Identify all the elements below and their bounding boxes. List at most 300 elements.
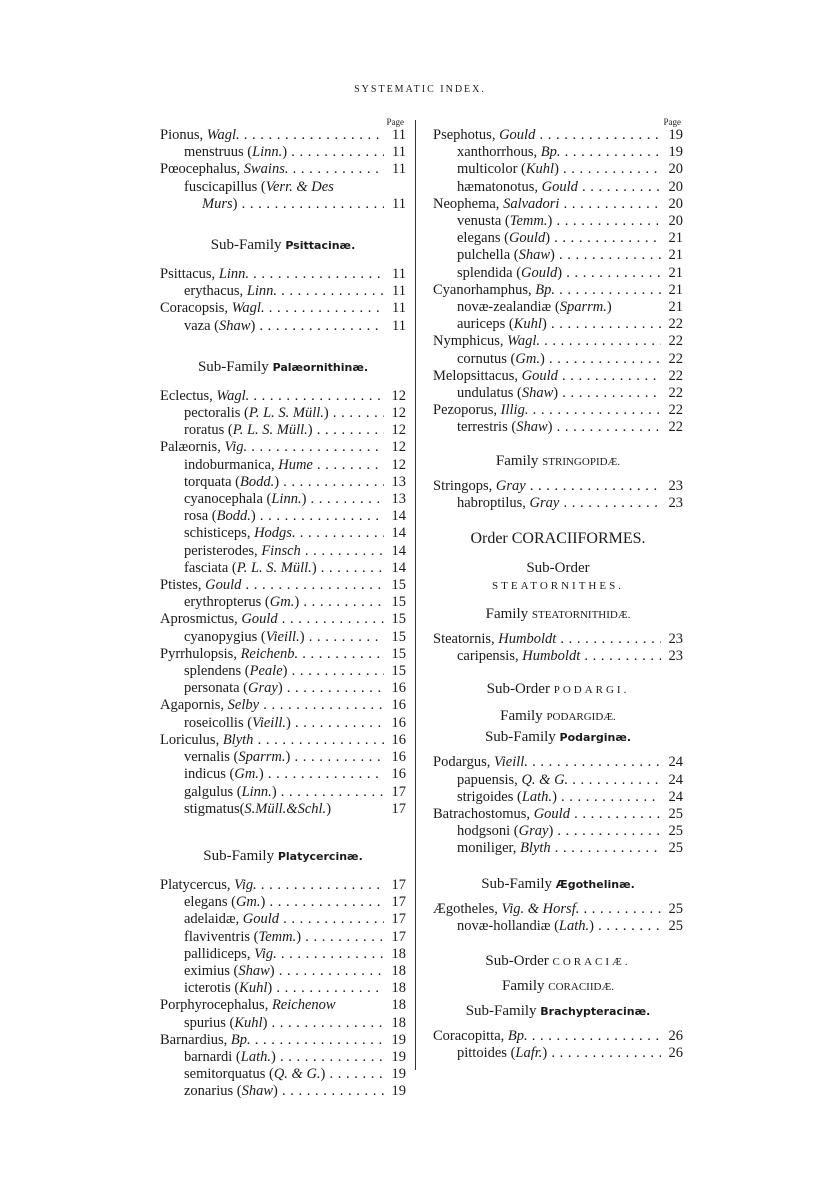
page-number: 18 [391, 997, 406, 1014]
page-number: 18 [391, 945, 406, 962]
taxon-authority: Wagl. [231, 300, 265, 317]
taxon-name: semitorquatus ( [184, 1066, 274, 1083]
taxon-authority: Gould [508, 230, 546, 247]
taxon-tail: ) [326, 800, 332, 817]
taxon-name: flaviventris ( [184, 928, 259, 945]
page-number: 11 [392, 266, 406, 283]
taxon-authority: Bp. [535, 281, 556, 298]
page-number: 26 [668, 1028, 683, 1045]
entry-name [457, 351, 661, 368]
taxon-name: schisticeps, [184, 525, 255, 542]
entry-name [457, 772, 661, 789]
entry-name [184, 715, 384, 732]
entry-name [160, 997, 384, 1014]
page-number: 16 [391, 749, 406, 766]
page-number: 16 [391, 697, 406, 714]
taxon-authority: Vig. [234, 876, 257, 893]
taxon-name: pulchella ( [457, 247, 519, 264]
page-number: 25 [668, 917, 683, 934]
taxon-authority: Temm. [509, 213, 548, 230]
page-number: 17 [391, 911, 406, 928]
taxon-authority: Wagl. [206, 127, 240, 143]
taxon-name: Pionus, [160, 127, 207, 143]
taxon-tail: ) [270, 1048, 276, 1065]
page-number: 12 [391, 387, 406, 404]
entry-name [457, 144, 661, 161]
taxon-name: auriceps ( [457, 316, 514, 333]
taxon-authority: Shaw [521, 385, 554, 402]
entry-name [160, 161, 384, 178]
taxon-name: Pyrrhulopsis, [160, 645, 241, 662]
taxon-tail: ) [260, 894, 266, 911]
taxon-authority: Lath. [521, 788, 553, 805]
page-column-label: Page [386, 117, 404, 127]
page-number: 21 [668, 230, 683, 247]
page-number: 12 [391, 405, 406, 422]
entry-name [184, 179, 384, 196]
species-entry [160, 1015, 406, 1032]
species-entry [160, 929, 406, 946]
page-number: 16 [391, 680, 406, 697]
page-number: 25 [668, 806, 683, 823]
entry-name [184, 283, 384, 300]
taxon-authority: Bodd. [239, 473, 275, 490]
page-number: 13 [391, 473, 406, 490]
taxon-name: hæmatonotus, [457, 178, 542, 195]
entry-name [202, 196, 384, 213]
entry-name [457, 316, 661, 333]
taxon-name: Pœocephalus, [160, 161, 244, 178]
page-number: 15 [391, 663, 406, 680]
page-number: 18 [391, 962, 406, 979]
taxon-authority: Gould [541, 178, 578, 195]
page-number: 20 [668, 161, 683, 178]
genus-entry [160, 697, 406, 714]
entry-name [160, 388, 384, 405]
taxon-authority: Gould [241, 611, 278, 628]
entry-name [457, 789, 661, 806]
taxon-tail: ) [539, 350, 545, 367]
taxon-authority: Vieill. [252, 714, 287, 731]
taxon-name: adelaidæ, [184, 911, 243, 928]
entry-name [160, 646, 384, 663]
page-number: 25 [668, 823, 683, 840]
taxon-authority: Kuhl [239, 980, 268, 997]
page-number: 23 [668, 477, 683, 494]
genus-entry [433, 754, 683, 771]
entry-name [457, 648, 661, 665]
species-entry [160, 1049, 406, 1066]
entry-name [160, 266, 384, 283]
taxon-name: pittoides ( [457, 1045, 516, 1062]
entry-name [184, 1049, 384, 1066]
species-entry [160, 422, 406, 439]
taxon-authority: Gm. [269, 594, 295, 611]
taxon-name: Melopsittacus, [433, 367, 522, 384]
taxon-authority: Humboldt [498, 631, 557, 648]
species-entry [433, 144, 683, 161]
taxon-name: Stringops, [433, 477, 496, 494]
species-entry [160, 1066, 406, 1083]
species-entry [433, 161, 683, 178]
species-entry [433, 351, 683, 368]
taxon-authority: Lafr. [515, 1045, 543, 1062]
taxon-authority: Gm. [515, 350, 540, 367]
subfamily-heading-platycercinae: Sub-Family Platycercinæ. [203, 847, 363, 864]
taxon-tail: ) [554, 161, 559, 178]
taxon-authority: S.Müll.&Schl. [244, 800, 327, 817]
taxon-authority: Linn. [252, 144, 283, 161]
taxon-name: indoburmanica, [184, 456, 279, 473]
taxon-tail: ) [545, 230, 551, 247]
entry-name [184, 784, 384, 801]
taxon-authority: Blyth [520, 840, 551, 857]
page-number: 22 [668, 333, 683, 350]
taxon-name: erythacus, [184, 283, 247, 300]
taxon-authority: Vig. [254, 945, 277, 962]
page-number: 17 [391, 783, 406, 800]
genus-entry [160, 997, 406, 1014]
taxon-tail: ) [557, 264, 563, 281]
family-heading-coraciidae: Family CORACIIDÆ. [502, 978, 614, 995]
entry-name [433, 478, 661, 495]
genus-entry [433, 402, 683, 419]
entry-name [184, 680, 384, 697]
entry-group-aegotheles [433, 901, 683, 935]
page-number: 19 [391, 1066, 406, 1083]
entry-name [184, 911, 384, 928]
page-number: 23 [668, 494, 683, 511]
taxon-authority: Q. & G. [273, 1066, 321, 1083]
taxon-authority: Peale [249, 663, 283, 680]
entry-name [184, 1066, 384, 1083]
genus-entry [160, 611, 406, 628]
page-header: SYSTEMATIC INDEX. [354, 84, 486, 95]
taxon-name: cyanocephala ( [184, 491, 272, 508]
taxon-name: xanthorrhous, [457, 144, 541, 161]
page-number: 22 [668, 385, 683, 402]
species-entry [433, 789, 683, 806]
entry-name [457, 161, 661, 178]
taxon-name: pallidiceps, [184, 945, 255, 962]
species-entry [160, 543, 406, 560]
page-number: 20 [668, 195, 683, 212]
taxon-authority: P. L. S. Müll. [232, 422, 308, 439]
column-divider [415, 120, 416, 1070]
page-number: 21 [668, 281, 683, 298]
taxon-authority: Kuhl [513, 316, 542, 333]
subfamily-heading-brachypteraciinae: Sub-Family Brachypteracinæ. [465, 1003, 651, 1020]
genus-entry [160, 732, 406, 749]
taxon-name: Ptistes, [160, 577, 206, 594]
genus-entry [160, 266, 406, 283]
entry-name [184, 525, 384, 542]
species-entry [160, 508, 406, 525]
page-number: 12 [391, 456, 406, 473]
entry-group-stringops [433, 478, 683, 512]
entry-group-psittacus [160, 266, 406, 335]
taxon-tail: ) [547, 213, 553, 230]
taxon-name: zonarius ( [184, 1083, 242, 1100]
page-number: 19 [668, 127, 683, 143]
entry-name [184, 766, 384, 783]
taxon-tail: ) [552, 788, 557, 805]
page-number: 26 [668, 1045, 683, 1062]
taxon-authority: Illig. [500, 402, 529, 419]
species-entry [160, 946, 406, 963]
taxon-tail: ) [541, 316, 547, 333]
entry-name [457, 179, 661, 196]
taxon-tail: ) [320, 1066, 326, 1083]
taxon-tail: ) [250, 317, 256, 334]
taxon-name: Coracopsis, [160, 300, 232, 317]
species-entry [160, 784, 406, 801]
species-entry [160, 560, 406, 577]
genus-entry [160, 577, 406, 594]
taxon-tail: ) [274, 473, 280, 490]
species-entry [160, 801, 406, 818]
species-entry [160, 318, 406, 335]
species-entry [160, 749, 406, 766]
taxon-authority: Q. & G. [521, 771, 569, 788]
taxon-tail: ) [269, 962, 275, 979]
taxon-tail: ) [299, 628, 305, 645]
page-number: 15 [391, 594, 406, 611]
taxon-name: personata ( [184, 680, 249, 697]
page-number: 13 [391, 491, 406, 508]
taxon-tail: ) [553, 385, 559, 402]
taxon-name: galgulus ( [184, 783, 242, 800]
taxon-authority: Gray [518, 823, 549, 840]
page-number: 25 [668, 840, 683, 857]
entry-name [184, 491, 384, 508]
taxon-authority: Shaw [238, 962, 270, 979]
entry-group-podargus [433, 754, 683, 857]
taxon-tail: ) [296, 928, 302, 945]
taxon-authority: Swains. [243, 161, 289, 178]
taxon-authority: Linn. [271, 491, 302, 508]
entry-name [457, 495, 661, 512]
species-entry [160, 594, 406, 611]
taxon-authority: Bp. [540, 144, 561, 161]
taxon-tail: ) [589, 917, 594, 934]
taxon-tail: ) [294, 594, 300, 611]
entry-name [457, 1045, 661, 1062]
taxon-name: strigoides ( [457, 788, 522, 805]
taxon-authority: Gould [533, 806, 570, 823]
page-number: 21 [668, 247, 683, 264]
taxon-name: Barnardius, [160, 1031, 231, 1048]
taxon-name: terrestris ( [457, 419, 517, 436]
genus-entry [160, 127, 406, 144]
taxon-authority: Kuhl [525, 161, 555, 178]
entry-name [184, 929, 384, 946]
taxon-name: Batrachostomus, [433, 806, 534, 823]
taxon-authority: Gould [521, 367, 558, 384]
page-number: 24 [668, 771, 683, 788]
genus-entry [160, 300, 406, 317]
taxon-authority: Blyth [222, 731, 254, 748]
taxon-authority: Shaw [219, 317, 251, 334]
species-entry [160, 766, 406, 783]
taxon-tail: ) [271, 783, 277, 800]
entry-name [184, 508, 384, 525]
entry-name [433, 754, 661, 771]
taxon-authority: Shaw [241, 1083, 273, 1100]
species-entry [160, 525, 406, 542]
genus-entry [433, 127, 683, 144]
entry-name [160, 732, 384, 749]
taxon-authority: Gray [248, 680, 278, 697]
taxon-name: eximius ( [184, 962, 239, 979]
page-number: 21 [668, 299, 683, 316]
species-entry [160, 457, 406, 474]
subfamily-heading-aegothelinae: Sub-Family Ægothelinæ. [481, 875, 635, 892]
taxon-name: moniliger, [457, 840, 521, 857]
taxon-name: elegans ( [457, 230, 509, 247]
entry-name [160, 577, 384, 594]
taxon-name: pectoralis ( [184, 405, 249, 422]
page-number: 22 [668, 316, 683, 333]
entry-group-eclectus [160, 388, 406, 818]
species-entry [160, 144, 406, 161]
taxon-name: cornutus ( [457, 350, 516, 367]
page-number: 23 [668, 648, 683, 665]
species-entry [160, 405, 406, 422]
taxon-name: Coracopitta, [433, 1028, 508, 1045]
taxon-authority: Gould [521, 264, 558, 281]
taxon-authority: Linn. [218, 266, 250, 283]
entry-name [433, 127, 661, 144]
taxon-name: icterotis ( [184, 980, 240, 997]
taxon-name: Steatornis, [433, 631, 499, 648]
entry-name [184, 946, 384, 963]
species-entry [433, 299, 683, 316]
taxon-name: Ægotheles, [433, 900, 502, 917]
page-number: 15 [391, 611, 406, 628]
entry-name [184, 594, 384, 611]
taxon-name: erythropterus ( [184, 594, 270, 611]
species-entry [160, 680, 406, 697]
genus-entry [160, 1032, 406, 1049]
entry-group-coracopitta [433, 1028, 683, 1062]
entry-name [457, 247, 661, 264]
species-entry [433, 247, 683, 264]
page-number: 11 [392, 195, 406, 212]
taxon-tail: ) [606, 299, 612, 316]
taxon-name: Pezoporus, [433, 402, 501, 419]
taxon-name: novæ-hollandiæ ( [457, 917, 559, 934]
page-number: 14 [391, 542, 406, 559]
taxon-authority: P. L. S. Müll. [236, 559, 312, 576]
genus-entry [160, 161, 406, 178]
taxon-name: Aprosmictus, [160, 611, 242, 628]
entry-name [433, 282, 661, 299]
subfamily-heading-psittacinae: Sub-Family Psittacinæ. [210, 237, 356, 254]
family-heading-stringopidae: Family STRINGOPIDÆ. [495, 452, 621, 469]
taxon-name: torquata ( [184, 473, 240, 490]
entry-name [457, 419, 661, 436]
taxon-name: vaza ( [184, 317, 220, 334]
taxon-tail: ) [550, 247, 555, 264]
taxon-name: stigmatus( [184, 800, 245, 817]
entry-name [160, 127, 384, 144]
entry-name [433, 806, 661, 823]
taxon-authority: Lath. [558, 917, 590, 934]
taxon-name: novæ-zealandiæ ( [457, 299, 560, 316]
taxon-authority: Selby [227, 697, 260, 714]
taxon-name: rosa ( [184, 508, 217, 525]
page-number: 11 [392, 127, 406, 143]
entry-name [160, 300, 384, 317]
taxon-authority: P. L. S. Müll. [248, 405, 324, 422]
taxon-authority: Bp. [230, 1031, 251, 1048]
taxon-authority: Hume [278, 456, 313, 473]
taxon-name: menstruus ( [184, 144, 253, 161]
taxon-authority: Gm. [234, 766, 259, 783]
taxon-name: indicus ( [184, 766, 235, 783]
taxon-name: habroptilus, [457, 494, 530, 511]
taxon-name: peristerodes, [184, 542, 262, 559]
entry-name [184, 894, 384, 911]
species-entry [433, 230, 683, 247]
species-entry [160, 663, 406, 680]
page-number: 19 [668, 144, 683, 161]
page-number: 25 [668, 900, 683, 917]
taxon-name: Loriculus, [160, 731, 223, 748]
entry-name [160, 611, 384, 628]
taxon-tail: ) [277, 680, 283, 697]
page-number: 20 [668, 213, 683, 230]
page-number: 12 [391, 439, 406, 456]
species-entry [160, 179, 406, 196]
page-number: 22 [668, 367, 683, 384]
taxon-authority: Sparrm. [559, 299, 607, 316]
species-entry [160, 715, 406, 732]
taxon-name: Palæornis, [160, 439, 225, 456]
taxon-tail: ) [262, 1014, 268, 1031]
suborder-heading-steatornithes-line2: STEATORNITHES. [492, 580, 624, 593]
entry-name [184, 318, 384, 335]
page-number: 15 [391, 628, 406, 645]
species-entry [433, 385, 683, 402]
page-number: 15 [391, 645, 406, 662]
taxon-authority: Murs [202, 195, 233, 212]
right-column [433, 117, 683, 1063]
left-column [160, 117, 406, 1101]
species-entry [433, 316, 683, 333]
taxon-tail: ) [258, 766, 264, 783]
taxon-authority: Gould [205, 577, 242, 594]
subfamily-heading-palaeornithinae: Sub-Family Palæornithinæ. [197, 358, 369, 375]
taxon-authority: Bodd. [216, 508, 251, 525]
page-number: 23 [668, 631, 683, 648]
entry-name [184, 474, 384, 491]
taxon-name: Psittacus, [160, 266, 219, 283]
taxon-name: undulatus ( [457, 385, 522, 402]
entry-name [433, 1028, 661, 1045]
taxon-name: Eclectus, [160, 387, 217, 404]
page-number: 24 [668, 754, 683, 771]
entry-name [184, 405, 384, 422]
taxon-tail: ) [301, 491, 307, 508]
entry-group-platycercus [160, 877, 406, 1101]
taxon-name: fasciata ( [184, 559, 237, 576]
genus-entry [160, 439, 406, 456]
taxon-name: venusta ( [457, 213, 510, 230]
taxon-name: Cyanorhamphus, [433, 281, 536, 298]
taxon-name: vernalis ( [184, 749, 239, 766]
